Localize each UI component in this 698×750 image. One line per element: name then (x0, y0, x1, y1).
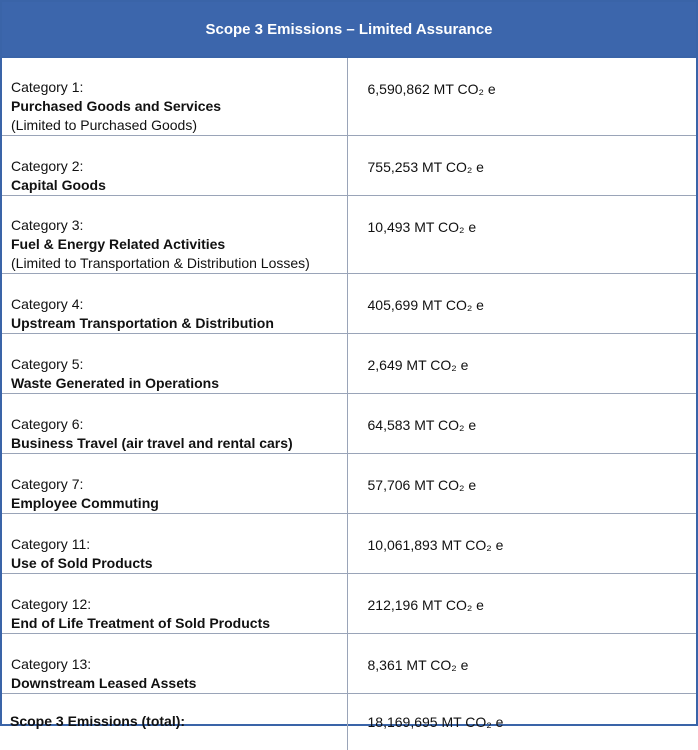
category-note: (Limited to Purchased Goods) (11, 117, 197, 133)
category-cell (2, 574, 347, 634)
emissions-table (2, 58, 696, 750)
value-cell: 6,590,862 MT CO₂ e (347, 58, 696, 136)
category-number: Category 6: (11, 416, 84, 432)
category-number: Category 5: (11, 356, 84, 372)
category-cell (2, 58, 347, 136)
category-name: Waste Generated in Operations (11, 375, 219, 391)
table-row (2, 274, 696, 334)
category-name: Fuel & Energy Related Activities (11, 236, 226, 252)
table-row (2, 196, 696, 274)
category-note: (Limited to Transportation & Distribution Losses) (11, 255, 310, 271)
category-name: Upstream Transportation & Distribution (11, 315, 274, 331)
category-number: Category 12: (11, 596, 92, 612)
value-cell: 10,061,893 MT CO₂ e (347, 514, 696, 574)
category-cell (2, 136, 347, 196)
category-cell (2, 634, 347, 694)
table-row (2, 334, 696, 394)
category-cell (2, 334, 347, 394)
category-cell (2, 514, 347, 574)
table-row (2, 574, 696, 634)
category-number: Category 13: (11, 656, 92, 672)
category-number: Category 4: (11, 296, 84, 312)
value-cell: 64,583 MT CO₂ e (347, 394, 696, 454)
category-cell (2, 196, 347, 274)
value-cell: 405,699 MT CO₂ e (347, 274, 696, 334)
category-name: Purchased Goods and Services (11, 98, 222, 114)
table-row (2, 514, 696, 574)
value-cell: 10,493 MT CO₂ e (347, 196, 696, 274)
category-name: Capital Goods (11, 177, 106, 193)
category-number: Category 1: (11, 79, 84, 95)
table-row (2, 634, 696, 694)
total-row (2, 694, 696, 750)
value-cell: 8,361 MT CO₂ e (347, 634, 696, 694)
category-name: Use of Sold Products (11, 555, 153, 571)
total-value: 18,169,695 MT CO₂ e (347, 694, 696, 750)
category-cell (2, 274, 347, 334)
value-cell: 212,196 MT CO₂ e (347, 574, 696, 634)
category-number: Category 11: (11, 536, 91, 552)
value-cell: 755,253 MT CO₂ e (347, 136, 696, 196)
category-number: Category 7: (11, 476, 84, 492)
table-row (2, 136, 696, 196)
category-name: Employee Commuting (11, 495, 159, 511)
category-name: End of Life Treatment of Sold Products (11, 615, 271, 631)
table-row (2, 394, 696, 454)
table-row (2, 454, 696, 514)
table-title: Scope 3 Emissions – Limited Assurance (205, 20, 493, 38)
category-name: Business Travel (air travel and rental cars) (11, 435, 293, 451)
value-cell: 2,649 MT CO₂ e (347, 334, 696, 394)
category-number: Category 3: (11, 217, 84, 233)
table-header (2, 2, 696, 58)
category-number: Category 2: (11, 158, 84, 174)
category-cell (2, 394, 347, 454)
total-label: Scope 3 Emissions (total): (2, 694, 347, 750)
table-row (2, 58, 696, 136)
category-cell (2, 454, 347, 514)
category-name: Downstream Leased Assets (11, 675, 197, 691)
value-cell: 57,706 MT CO₂ e (347, 454, 696, 514)
